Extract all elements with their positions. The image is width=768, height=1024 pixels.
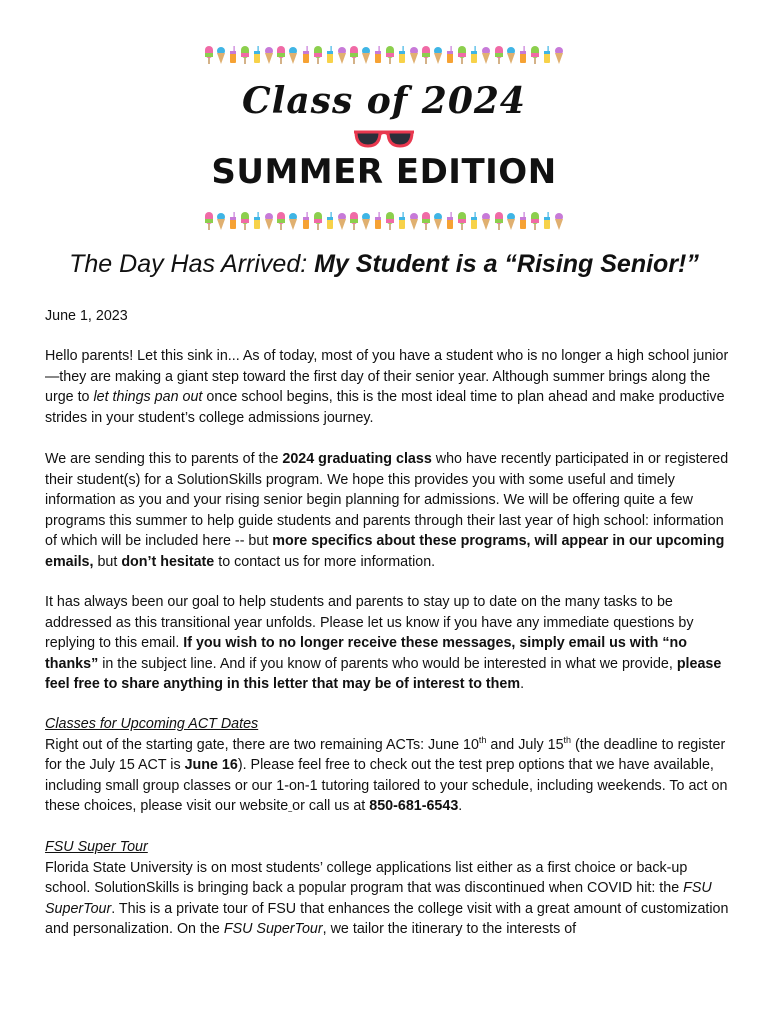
goal-paragraph <box>45 592 735 695</box>
summer-treats-border-icon <box>385 45 395 65</box>
text: or call us at <box>292 798 370 815</box>
text: to contact us for more information. <box>214 553 436 570</box>
summer-treats-border-icon <box>542 45 552 65</box>
summer-treats-border-icon <box>445 45 455 65</box>
decorative-border-bottom <box>204 210 564 232</box>
summer-treats-border-icon <box>481 45 491 65</box>
summer-treats-border-icon <box>373 45 383 65</box>
summer-treats-border-icon <box>506 211 516 231</box>
headline <box>0 250 768 279</box>
bold-text: more specifics about these programs, will appear in our upcoming emails, <box>45 533 725 570</box>
summer-treats-border-icon <box>228 45 238 65</box>
text: but <box>93 553 122 570</box>
summer-treats-border-icon <box>288 211 298 231</box>
fsu-section-body <box>45 858 735 940</box>
bold-text: don’t hesitate <box>121 553 215 570</box>
summer-treats-border-icon <box>301 211 311 231</box>
summer-treats-border-icon <box>240 211 250 231</box>
summer-treats-border-icon <box>445 211 455 231</box>
summer-treats-border-icon <box>313 211 323 231</box>
superscript: th <box>563 734 572 745</box>
audience-paragraph <box>45 449 735 573</box>
text: who have recently participated in or registered their student(s) for a SolutionSkills program. We hope this provides you with some useful and timely information as you and your rising senior begin planning for admissions. We will be offering quite a few programs this summer to help guide students and parents through their last year of high school: information of which will be included here -- but <box>45 451 729 550</box>
text: . This is a private tour of FSU that enhances the college visit with a great amount of customization and personalization. On the <box>45 900 729 938</box>
masthead-edition: SUMMER EDITION <box>211 152 557 192</box>
summer-treats-border-icon <box>349 45 359 65</box>
summer-treats-border-icon <box>216 45 226 65</box>
summer-treats-border-icon <box>530 45 540 65</box>
superscript: th <box>478 734 487 745</box>
summer-treats-border-icon <box>204 211 214 231</box>
text: , we tailor the itinerary to the interests of <box>322 921 577 938</box>
summer-treats-border-icon <box>469 45 479 65</box>
summer-treats-border-icon <box>554 211 564 231</box>
headline-lead: The Day Has Arrived: <box>69 250 315 278</box>
summer-treats-border-icon <box>361 45 371 65</box>
text: (the deadline to register for the July 15 ACT is <box>45 736 726 774</box>
bold-text: please feel free to share anything in this letter that may be of interest to them <box>45 655 722 693</box>
summer-treats-border-icon <box>421 45 431 65</box>
text: . <box>520 676 525 693</box>
emphasis-text: FSU SuperTour <box>223 921 323 938</box>
text: and July 15 <box>486 736 564 753</box>
letter-date: June 1, 2023 <box>45 308 128 324</box>
summer-treats-border-icon <box>361 211 371 231</box>
summer-treats-border-icon <box>457 211 467 231</box>
summer-treats-border-icon <box>204 45 214 65</box>
summer-treats-border-icon <box>276 211 286 231</box>
fsu-section-heading: FSU Super Tour <box>45 839 148 855</box>
phone-number: 850-681-6543 <box>369 798 459 815</box>
summer-treats-border-icon <box>518 45 528 65</box>
text: ). Please feel free to check out the test prep options that we have available, including small group classes or our 1-on-1 tutoring tailored to your schedule, including weekends. To act on these choices, please visit our website <box>45 757 728 815</box>
summer-treats-border-icon <box>433 211 443 231</box>
text: Right out of the starting gate, there are two remaining ACTs: June 10 <box>45 736 479 753</box>
text: in the subject line. And if you know of parents who would be interested in what we provide, <box>98 655 677 672</box>
intro-paragraph <box>45 346 735 428</box>
summer-treats-border-icon <box>457 45 467 65</box>
summer-treats-border-icon <box>349 211 359 231</box>
summer-treats-border-icon <box>373 211 383 231</box>
summer-treats-border-icon <box>506 45 516 65</box>
bold-text: If you wish to no longer receive these messages, simply email us with “no thanks” <box>45 635 687 672</box>
summer-treats-border-icon <box>264 45 274 65</box>
summer-treats-border-icon <box>325 211 335 231</box>
sunglasses-icon <box>352 128 416 150</box>
summer-treats-border-icon <box>252 45 262 65</box>
summer-treats-border-icon <box>301 45 311 65</box>
summer-treats-border-icon <box>433 45 443 65</box>
summer-treats-border-icon <box>481 211 491 231</box>
summer-treats-border-icon <box>313 45 323 65</box>
text: It has always been our goal to help students and parents to stay up to date on the many tasks to be addressed as this transitional year unfolds. Please let us know if you have any immediate questions by replying to this email. <box>45 594 694 652</box>
summer-treats-border-icon <box>421 211 431 231</box>
masthead-title: Class of 2024 <box>242 80 526 122</box>
text: We are sending this to parents of the <box>45 451 283 467</box>
text: . <box>458 798 463 815</box>
summer-treats-border-icon <box>469 211 479 231</box>
bold-text: June 16 <box>184 757 238 774</box>
summer-treats-border-icon <box>397 211 407 231</box>
summer-treats-border-icon <box>494 211 504 231</box>
act-section <box>45 714 735 817</box>
text: Hello parents! Let this sink in... As of today, most of you have a student who is no longer a high school junior—they are making a giant step toward the first day of their senior year. Although summer brings along the urge to <box>45 348 729 406</box>
summer-treats-border-icon <box>385 211 395 231</box>
summer-treats-border-icon <box>288 45 298 65</box>
emphasis-text: let things pan out <box>93 389 203 406</box>
summer-treats-border-icon <box>337 211 347 231</box>
fsu-section <box>45 837 735 940</box>
emphasis-text: FSU SuperTour <box>45 880 712 917</box>
summer-treats-border-icon <box>252 211 262 231</box>
summer-treats-border-icon <box>409 211 419 231</box>
act-section-heading: Classes for Upcoming ACT Dates <box>45 716 259 732</box>
summer-treats-border-icon <box>325 45 335 65</box>
summer-treats-border-icon <box>530 211 540 231</box>
text: Florida State University is on most students’ college applications list either as a first choice or back-up school. SolutionSkills is bringing back a popular program that was discontinued when COVID hit: the <box>45 859 688 897</box>
decorative-border-top <box>204 44 564 66</box>
summer-treats-border-icon <box>240 45 250 65</box>
summer-treats-border-icon <box>397 45 407 65</box>
act-section-body <box>45 735 735 817</box>
summer-treats-border-icon <box>337 45 347 65</box>
summer-treats-border-icon <box>518 211 528 231</box>
summer-treats-border-icon <box>494 45 504 65</box>
text: once school begins, this is the most ideal time to plan ahead and make productive strides in your student’s college admissions journey. <box>45 389 725 426</box>
summer-treats-border-icon <box>409 45 419 65</box>
headline-emphasis: My Student is a “Rising Senior!” <box>314 250 699 278</box>
summer-treats-border-icon <box>216 211 226 231</box>
summer-treats-border-icon <box>542 211 552 231</box>
summer-treats-border-icon <box>554 45 564 65</box>
summer-treats-border-icon <box>264 211 274 231</box>
summer-treats-border-icon <box>228 211 238 231</box>
summer-treats-border-icon <box>276 45 286 65</box>
bold-text: 2024 graduating class <box>282 451 432 467</box>
